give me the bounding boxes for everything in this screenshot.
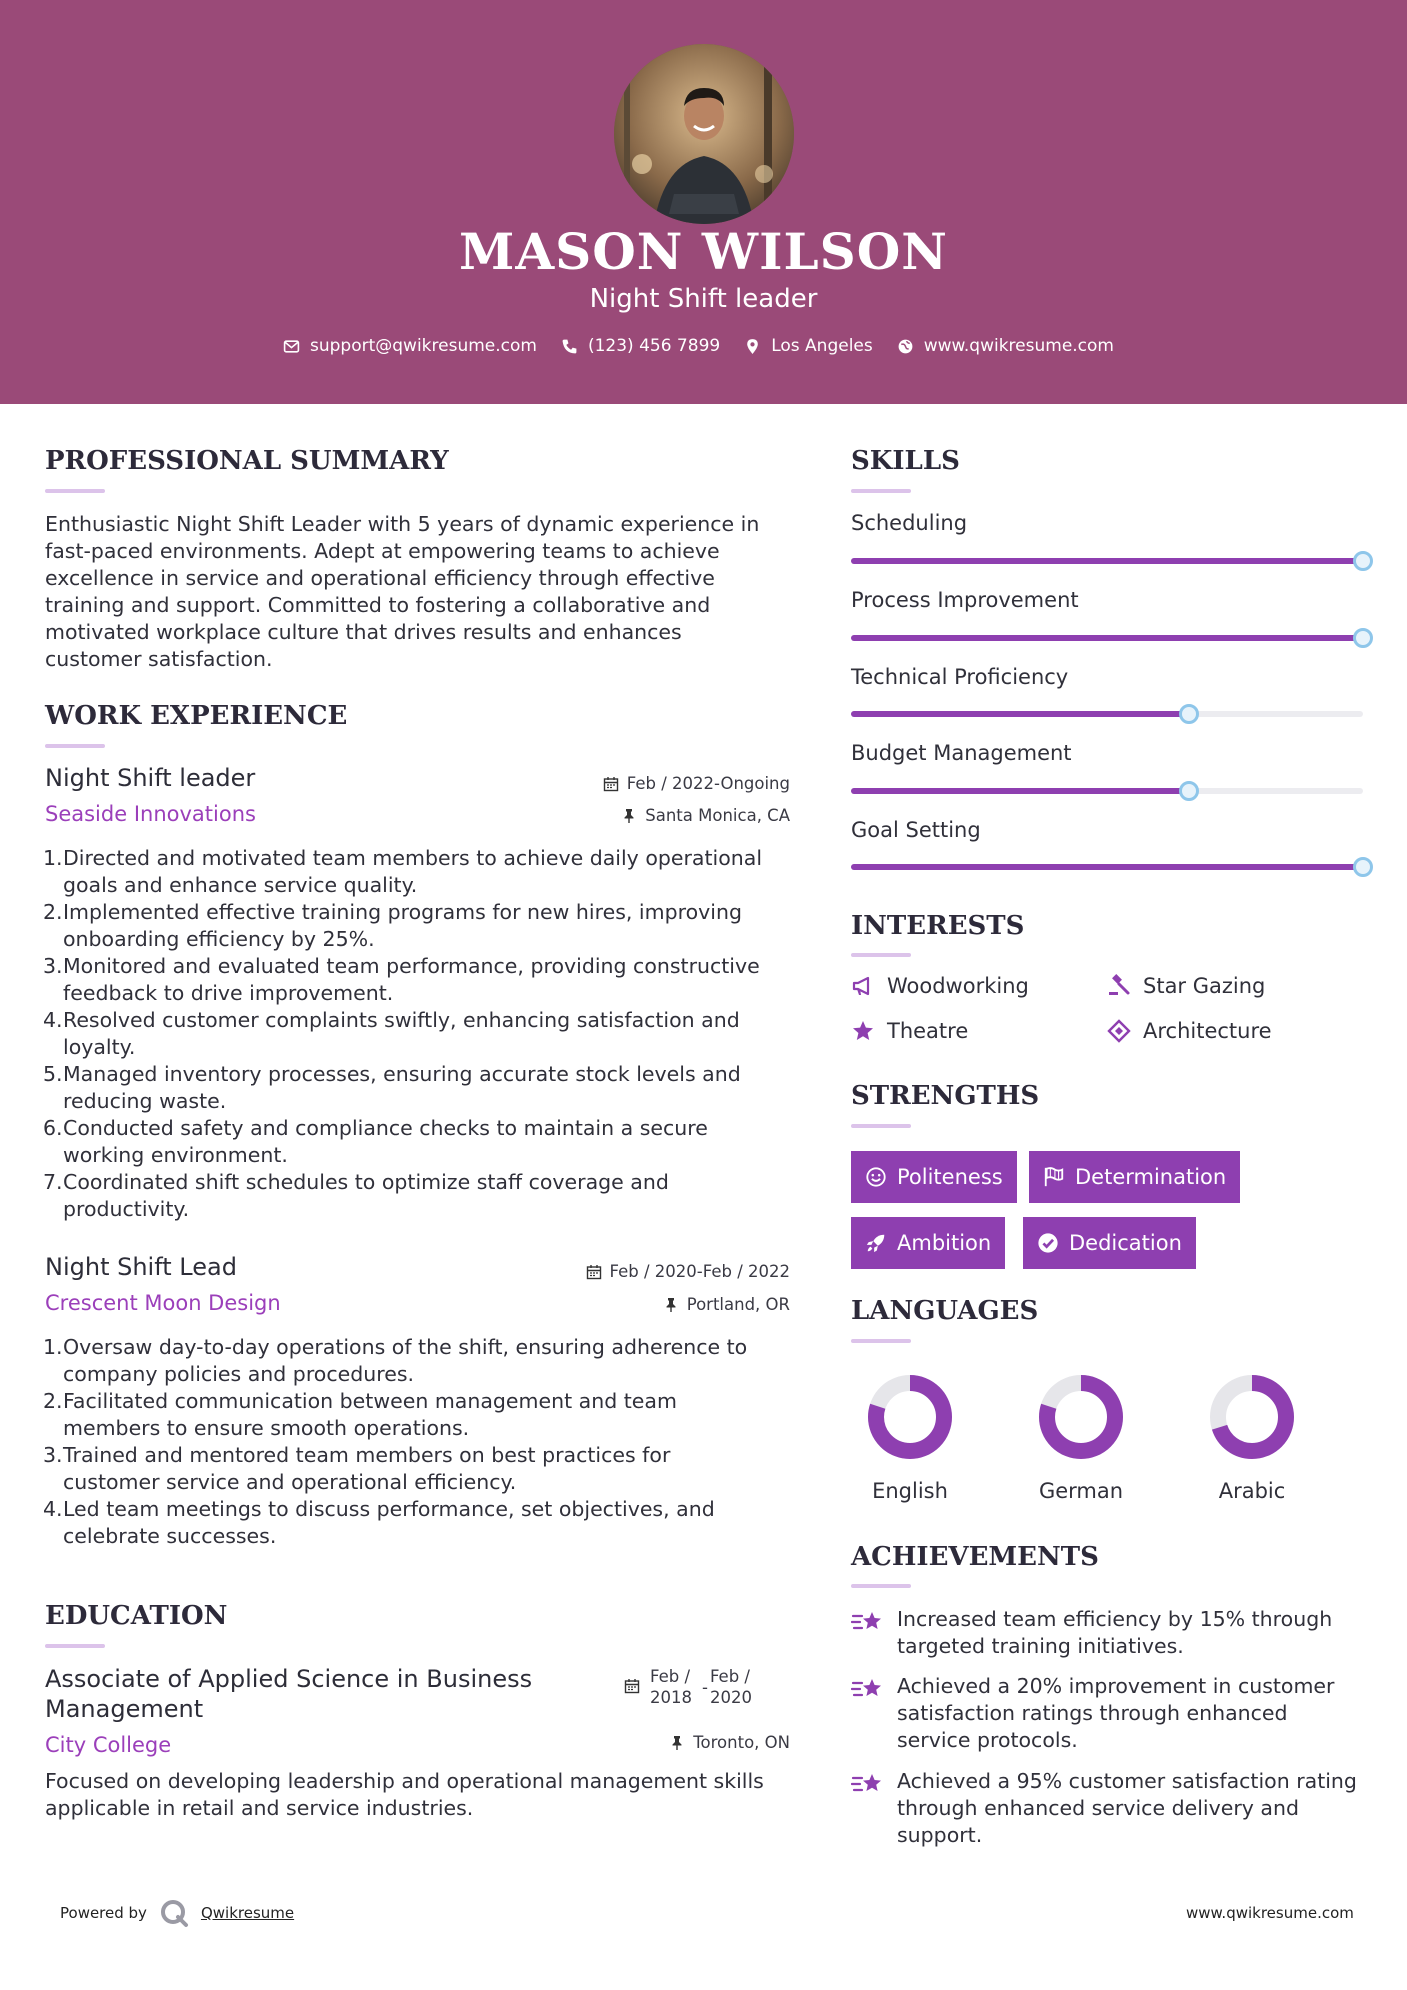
item-line: celebrate successes. [63, 1524, 277, 1548]
strength-label: Ambition [897, 1231, 992, 1255]
dates-text: Feb / 2022-Ongoing [626, 774, 790, 793]
item-line: Facilitated communication between management and team [63, 1389, 677, 1413]
contact-email[interactable] [283, 336, 537, 356]
interest-item [851, 1019, 968, 1043]
contact-bar [0, 336, 1407, 356]
shooting-star-icon [851, 1675, 885, 1705]
interests-underline [851, 953, 911, 957]
location-text: Toronto, ON [693, 1733, 790, 1752]
achievement-item [851, 1606, 1371, 1660]
globe-icon [897, 338, 914, 355]
skill-bar-fill [851, 788, 1189, 794]
skills-underline [851, 489, 911, 493]
location-text: Santa Monica, CA [645, 806, 790, 825]
job-responsibilities [45, 845, 805, 1223]
skill-bar-knob [1353, 628, 1373, 648]
achievement-line: targeted training initiatives. [897, 1634, 1184, 1658]
skill-bar-fill [851, 635, 1363, 641]
skill-label: Scheduling [851, 511, 968, 535]
item-line: working environment. [63, 1143, 288, 1167]
strength-badge [851, 1217, 1005, 1269]
skill-bar-fill [851, 558, 1363, 564]
calendar-icon [586, 1264, 602, 1280]
profile-photo [614, 44, 794, 224]
email-text: support@qwikresume.com [310, 336, 537, 356]
date-separator: - [702, 1678, 708, 1697]
strength-badge [851, 1151, 1017, 1203]
language-ring [1208, 1373, 1296, 1461]
gavel-icon [1107, 974, 1131, 998]
degree-line: Management [45, 1695, 204, 1723]
list-item [45, 899, 805, 953]
location-text: Los Angeles [771, 336, 873, 356]
skill-bar [851, 864, 1363, 870]
item-line: Oversaw day-to-day operations of the shift, ensuring adherence to [63, 1335, 748, 1359]
list-item [45, 1007, 805, 1061]
item-line: feedback to drive improvement. [63, 981, 394, 1005]
skill-bar-knob [1353, 551, 1373, 571]
list-item [45, 1388, 805, 1442]
item-number: 2. [43, 1389, 63, 1413]
achievements-heading: ACHIEVEMENTS [851, 1542, 1099, 1572]
item-line: reducing waste. [63, 1089, 227, 1113]
skill-label: Goal Setting [851, 818, 981, 842]
skills-heading: SKILLS [851, 446, 960, 476]
language-label: German [1038, 1479, 1124, 1503]
achievement-line: support. [897, 1823, 983, 1847]
strengths-underline [851, 1124, 911, 1128]
item-number: 7. [43, 1170, 63, 1194]
megaphone-icon [851, 974, 875, 998]
job-location [600, 806, 790, 825]
start-date [650, 1666, 692, 1708]
summary-line: Enthusiastic Night Shift Leader with 5 years of dynamic experience in [45, 512, 760, 536]
check-circle-icon [1037, 1232, 1059, 1254]
phone-text: (123) 456 7899 [587, 336, 721, 356]
item-line: Monitored and evaluated team performance, providing constructive [63, 954, 760, 978]
languages-underline [851, 1339, 911, 1343]
envelope-icon [283, 338, 300, 355]
item-line: loyalty. [63, 1035, 136, 1059]
summary-heading: PROFESSIONAL SUMMARY [45, 446, 449, 476]
skill-bar-knob [1179, 781, 1199, 801]
desc-line: Focused on developing leadership and operational management skills [45, 1769, 764, 1793]
achievement-line: Achieved a 95% customer satisfaction rating [897, 1769, 1357, 1793]
interests-heading: INTERESTS [851, 911, 1025, 941]
map-pin-icon [744, 338, 761, 355]
education-location [600, 1733, 790, 1752]
item-line: Managed inventory processes, ensuring accurate stock levels and [63, 1062, 741, 1086]
list-item [45, 1496, 805, 1550]
summary-line: training and support. Committed to fostering a collaborative and [45, 593, 711, 617]
experience-heading: WORK EXPERIENCE [45, 701, 348, 731]
skill-bar-fill [851, 711, 1189, 717]
strengths-heading: STRENGTHS [851, 1081, 1040, 1111]
strength-badge [1029, 1151, 1240, 1203]
calendar-icon [624, 1678, 640, 1694]
contact-phone[interactable] [561, 336, 720, 356]
language-label: Arabic [1218, 1479, 1286, 1503]
job-title: Night Shift Lead [45, 1253, 237, 1281]
strength-label: Dedication [1069, 1231, 1182, 1255]
list-item [45, 1442, 805, 1496]
skill-bar-fill [851, 864, 1363, 870]
item-line: Resolved customer complaints swiftly, enhancing satisfaction and [63, 1008, 740, 1032]
item-number: 4. [43, 1008, 63, 1032]
footer-powered-by [60, 1898, 294, 1928]
skill-label: Technical Proficiency [851, 665, 1069, 689]
date-part: 2018 [650, 1688, 692, 1707]
summary-underline [45, 489, 105, 493]
interest-item [1107, 974, 1265, 998]
skill-label: Process Improvement [851, 588, 1079, 612]
education-description [45, 1768, 815, 1822]
person-photo-illustration [614, 44, 794, 224]
item-line: productivity. [63, 1197, 190, 1221]
item-number: 3. [43, 954, 63, 978]
star-icon [851, 1019, 875, 1043]
achievement-text [897, 1606, 1332, 1660]
summary-text [45, 511, 805, 673]
interest-label: Theatre [887, 1019, 969, 1043]
item-line: Directed and motivated team members to achieve daily operational [63, 846, 763, 870]
education-underline [45, 1644, 105, 1648]
achievement-line: through enhanced service delivery and [897, 1796, 1299, 1820]
phone-icon [561, 338, 578, 355]
item-number: 1. [43, 846, 63, 870]
achievement-line: satisfaction ratings through enhanced [897, 1701, 1288, 1725]
candidate-title: Night Shift leader [589, 284, 818, 314]
item-line: onboarding efficiency by 25%. [63, 927, 375, 951]
brand-link[interactable]: Qwikresume [200, 1904, 295, 1922]
item-line: Implemented effective training programs for new hires, improving [63, 900, 742, 924]
summary-line: motivated workplace culture that drives results and enhances [45, 620, 682, 644]
contact-location [744, 336, 873, 356]
skill-bar-knob [1179, 704, 1199, 724]
contact-website[interactable] [897, 336, 1114, 356]
summary-line: excellence in service and operational efficiency through effective [45, 566, 715, 590]
item-number: 4. [43, 1497, 63, 1521]
list-item [45, 1169, 805, 1223]
strength-badge [1023, 1217, 1196, 1269]
achievement-line: Increased team efficiency by 15% through [897, 1607, 1333, 1631]
footer-site-link[interactable]: www.qwikresume.com [1186, 1904, 1354, 1922]
item-number: 3. [43, 1443, 63, 1467]
education-heading: EDUCATION [45, 1601, 228, 1631]
achievements-underline [851, 1584, 911, 1588]
item-number: 1. [43, 1335, 63, 1359]
language-ring [1037, 1373, 1125, 1461]
skill-bar [851, 788, 1363, 794]
interest-label: Architecture [1143, 1019, 1272, 1043]
item-line: Conducted safety and compliance checks to maintain a secure [63, 1116, 708, 1140]
flag-icon [1043, 1166, 1065, 1188]
skill-label: Budget Management [851, 741, 1072, 765]
job-dates [560, 1262, 790, 1281]
thumbtack-icon [663, 1297, 679, 1313]
list-item [45, 1334, 805, 1388]
company-name: Crescent Moon Design [45, 1291, 281, 1315]
candidate-name: MASON WILSON [459, 222, 948, 281]
degree-line: Associate of Applied Science in Business [45, 1665, 533, 1693]
language-ring [866, 1373, 954, 1461]
location-text: Portland, OR [686, 1295, 790, 1314]
interest-item [1107, 1019, 1272, 1043]
achievement-line: service protocols. [897, 1728, 1078, 1752]
item-line: customer service and operational efficiency. [63, 1470, 517, 1494]
website-text: www.qwikresume.com [923, 336, 1114, 356]
interest-item [851, 974, 1029, 998]
job-title: Night Shift leader [45, 764, 256, 792]
interest-label: Woodworking [887, 974, 1029, 998]
item-line: company policies and procedures. [63, 1362, 415, 1386]
item-line: Trained and mentored team members on best practices for [63, 1443, 671, 1467]
item-line: Coordinated shift schedules to optimize staff coverage and [63, 1170, 669, 1194]
language-label: English [872, 1479, 948, 1503]
calendar-icon [603, 776, 619, 792]
resume-header [0, 0, 1407, 404]
smile-icon [865, 1166, 887, 1188]
desc-line: applicable in retail and service industries. [45, 1796, 474, 1820]
dates-text: Feb / 2020-Feb / 2022 [609, 1262, 790, 1281]
job-dates [600, 774, 790, 793]
shooting-star-icon [851, 1608, 885, 1638]
achievement-item [851, 1673, 1371, 1754]
item-number: 2. [43, 900, 63, 924]
skill-bar [851, 558, 1363, 564]
powered-by-text: Powered by [60, 1904, 147, 1922]
date-part: Feb / [709, 1667, 750, 1686]
ticket-icon [1107, 1019, 1131, 1043]
shooting-star-icon [851, 1770, 885, 1800]
achievement-item [851, 1768, 1371, 1849]
item-line: members to ensure smooth operations. [63, 1416, 470, 1440]
date-part: 2020 [709, 1688, 752, 1707]
end-date [710, 1666, 752, 1708]
thumbtack-icon [621, 808, 637, 824]
date-part: Feb / [650, 1667, 691, 1686]
skill-bar [851, 635, 1363, 641]
item-line: Led team meetings to discuss performance, set objectives, and [63, 1497, 715, 1521]
rocket-icon [865, 1232, 887, 1254]
job-responsibilities [45, 1334, 805, 1550]
summary-line: customer satisfaction. [45, 647, 273, 671]
education-dates [624, 1666, 752, 1708]
interest-label: Star Gazing [1143, 974, 1266, 998]
skill-bar-knob [1353, 857, 1373, 877]
achievement-text [897, 1673, 1334, 1754]
strength-label: Politeness [897, 1165, 1003, 1189]
languages-heading: LANGUAGES [851, 1296, 1039, 1326]
company-name: Seaside Innovations [45, 802, 256, 826]
qwikresume-logo-icon [159, 1898, 189, 1928]
school-name: City College [45, 1733, 172, 1757]
experience-underline [45, 744, 105, 748]
achievement-text [897, 1768, 1357, 1849]
job-location [600, 1295, 790, 1314]
list-item [45, 1115, 805, 1169]
list-item [45, 953, 805, 1007]
item-line: goals and enhance service quality. [63, 873, 418, 897]
item-number: 5. [43, 1062, 63, 1086]
summary-line: fast-paced environments. Adept at empowering teams to achieve [45, 539, 720, 563]
list-item [45, 1061, 805, 1115]
thumbtack-icon [669, 1735, 685, 1751]
degree-title [45, 1664, 532, 1724]
skill-bar [851, 711, 1363, 717]
item-number: 6. [43, 1116, 63, 1140]
strength-label: Determination [1075, 1165, 1227, 1189]
list-item [45, 845, 805, 899]
achievement-line: Achieved a 20% improvement in customer [897, 1674, 1335, 1698]
